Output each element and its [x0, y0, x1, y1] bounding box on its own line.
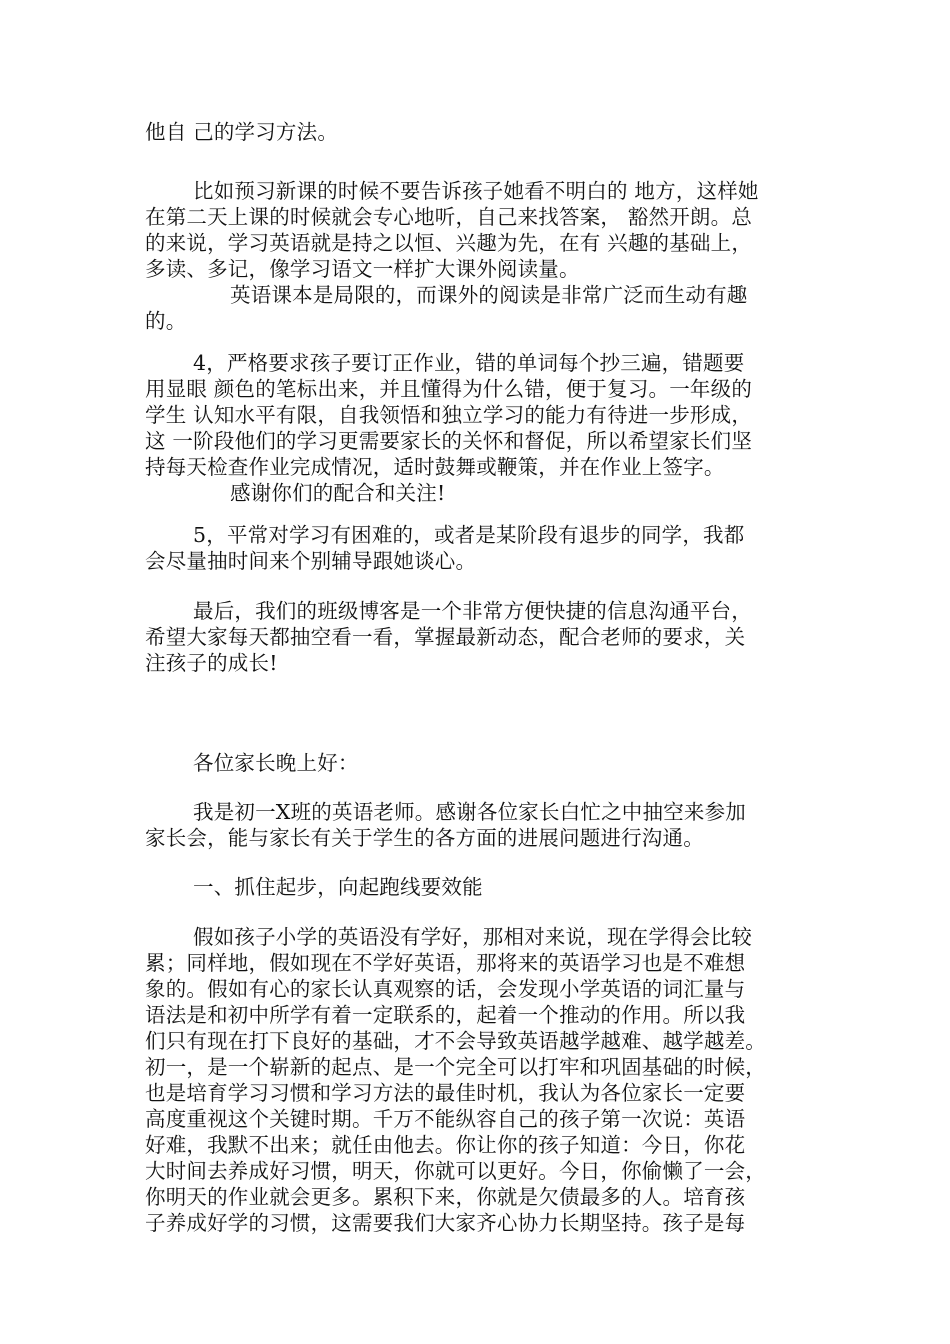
text-line: 5，平常对学习有困难的，或者是某阶段有退步的同学，我都: [193, 523, 745, 547]
text-line: 4，严格要求孩子要订正作业，错的单词每个抄三遍，错题要: [193, 351, 745, 375]
text-line: 比如预习新课的时候不要告诉孩子她看不明白的 地方，这样她: [193, 179, 759, 203]
text-line: 的来说，学习英语就是持之以恒、兴趣为先，在有 兴趣的基础上，: [145, 231, 753, 255]
text-line: 希望大家每天都抽空看一看，掌握最新动态，配合老师的要求，关: [145, 625, 746, 649]
text-line: 高度重视这个关键时期。千万不能纵容自己的孩子第一次说：英语: [145, 1107, 746, 1131]
text-line: 的。: [145, 309, 187, 333]
text-line: 会尽量抽时间来个别辅导跟她谈心。: [145, 549, 477, 573]
text-line: 用显眼 颜色的笔标出来，并且懂得为什么错，便于复习。一年级的: [145, 377, 753, 401]
text-line: 们只有现在打下良好的基础，才不会导致英语越学越难、越学越差。: [145, 1029, 766, 1053]
text-line: 他自 己的学习方法。: [145, 120, 339, 144]
text-line: 学生 认知水平有限，自我领悟和独立学习的能力有待进一步形成，: [145, 403, 753, 427]
text-line: 感谢你们的配合和关注!: [230, 481, 446, 505]
text-line: 语法是和初中所学有着一定联系的，起着一个推动的作用。所以我: [145, 1003, 746, 1027]
text-line: 子养成好学的习惯，这需要我们大家齐心协力长期坚持。孩子是每: [145, 1211, 746, 1235]
text-line: 初一，是一个崭新的起点、是一个完全可以打牢和巩固基础的时候，: [145, 1055, 766, 1079]
text-line: 最后，我们的班级博客是一个非常方便快捷的信息沟通平台，: [193, 599, 752, 623]
text-line: 一、抓住起步，向起跑线要效能: [193, 875, 483, 899]
text-line: 象的。假如有心的家长认真观察的话，会发现小学英语的词汇量与: [145, 977, 746, 1001]
text-line: 各位家长晚上好：: [193, 751, 359, 775]
text-line: 这 一阶段他们的学习更需要家长的关怀和督促，所以希望家长们坚: [145, 429, 753, 453]
text-line: 也是培育学习习惯和学习方法的最佳时机，我认为各位家长一定要: [145, 1081, 746, 1105]
text-line: 持每天检查作业完成情况，适时鼓舞或鞭策，并在作业上签字。: [145, 455, 725, 479]
text-line: 累；同样地，假如现在不学好英语，那将来的英语学习也是不难想: [145, 951, 746, 975]
text-line: 在第二天上课的时候就会专心地听，自己来找答案， 豁然开朗。总: [145, 205, 753, 229]
text-line: 大时间去养成好习惯，明天，你就可以更好。今日，你偷懒了一会，: [145, 1159, 766, 1183]
text-line: 注孩子的成长!: [145, 651, 278, 675]
text-line: 我是初一X班的英语老师。感谢各位家长白忙之中抽空来参加: [193, 800, 746, 824]
text-line: 你明天的作业就会更多。累积下来，你就是欠债最多的人。培育孩: [145, 1185, 746, 1209]
text-line: 多读、多记，像学习语文一样扩大课外阅读量。: [145, 257, 580, 281]
text-line: 好难，我默不出来；就任由他去。你让你的孩子知道：今日，你花: [145, 1133, 746, 1157]
text-line: 英语课本是局限的，而课外的阅读是非常广泛而生动有趣: [230, 283, 748, 307]
text-line: 家长会，能与家长有关于学生的各方面的进展问题进行沟通。: [145, 826, 704, 850]
text-line: 假如孩子小学的英语没有学好，那相对来说，现在学得会比较: [193, 925, 752, 949]
